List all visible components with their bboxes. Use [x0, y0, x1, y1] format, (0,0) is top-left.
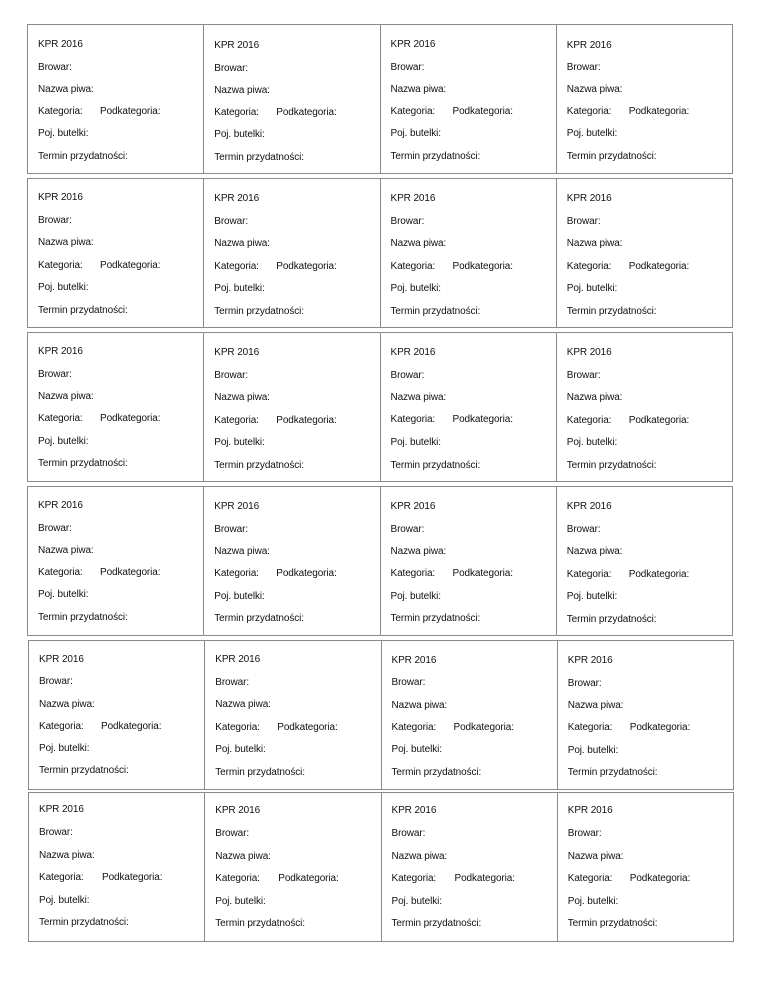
label-card [557, 25, 732, 173]
beer-name-field: Nazwa piwa: [391, 700, 448, 711]
brewery-field: Browar: [38, 215, 72, 226]
subcategory-field: Podkategoria: [452, 414, 513, 425]
category-field: Kategoria: [567, 722, 613, 733]
subcategory-field: Podkategoria: [628, 569, 690, 580]
best-before-field: Termin przydatności: [214, 306, 304, 317]
brewery-field: Browar: [38, 523, 72, 534]
label-header: KPR 2016 [39, 654, 84, 665]
best-before-field: Termin przydatności: [214, 613, 304, 624]
best-before-field: Termin przydatności: [567, 918, 658, 929]
label-card [557, 333, 732, 481]
best-before-field: Termin przydatności: [38, 612, 128, 623]
bottle-volume-field: Poj. butelki: [214, 437, 265, 448]
bottle-volume-field: Poj. butelki: [566, 437, 618, 448]
beer-name-field: Nazwa piwa: [566, 84, 623, 95]
beer-name-field: Nazwa piwa: [38, 237, 94, 248]
beer-name-field: Nazwa piwa: [214, 546, 270, 557]
label-card [28, 25, 204, 173]
subcategory-field: Podkategoria: [629, 873, 691, 884]
label-header: KPR 2016 [214, 501, 260, 512]
best-before-field: Termin przydatności: [566, 306, 657, 317]
brewery-field: Browar: [391, 677, 426, 688]
bottle-volume-field: Poj. butelki: [215, 744, 266, 755]
brewery-field: Browar: [390, 216, 425, 227]
bottle-volume-field: Poj. butelki: [390, 283, 441, 294]
category-field: Kategoria: [38, 260, 83, 271]
subcategory-field: Podkategoria: [454, 873, 515, 884]
brewery-field: Browar: [390, 370, 425, 381]
brewery-field: Browar: [39, 827, 73, 838]
label-card [28, 487, 204, 635]
label-card [204, 25, 380, 173]
label-card [557, 179, 732, 327]
bottle-volume-field: Poj. butelki: [567, 896, 619, 907]
subcategory-field: Podkategoria: [102, 872, 163, 883]
brewery-field: Browar: [390, 62, 425, 73]
category-field: Kategoria: [567, 873, 613, 884]
category-field: Kategoria: [214, 261, 259, 272]
brewery-field: Browar: [391, 828, 426, 839]
beer-name-field: Nazwa piwa: [390, 392, 447, 403]
label-header: KPR 2016 [567, 655, 613, 666]
label-card [204, 487, 380, 635]
subcategory-field: Podkategoria: [452, 568, 513, 579]
label-header: KPR 2016 [38, 346, 83, 357]
category-field: Kategoria: [390, 261, 436, 272]
brewery-field: Browar: [567, 678, 602, 689]
beer-name-field: Nazwa piwa: [39, 699, 95, 710]
best-before-field: Termin przydatności: [566, 614, 657, 625]
subcategory-field: Podkategoria: [453, 722, 514, 733]
category-field: Kategoria: [38, 567, 83, 578]
subcategory-field: Podkategoria: [276, 568, 337, 579]
brewery-field: Browar: [214, 63, 249, 74]
category-field: Kategoria: [215, 873, 260, 884]
brewery-field: Browar: [38, 62, 72, 73]
bottle-volume-field: Poj. butelki: [566, 283, 618, 294]
bottle-volume-field: Poj. butelki: [39, 895, 90, 906]
beer-name-field: Nazwa piwa: [566, 546, 623, 557]
category-field: Kategoria: [391, 873, 437, 884]
label-header: KPR 2016 [567, 805, 613, 816]
subcategory-field: Podkategoria: [628, 261, 690, 272]
brewery-field: Browar: [566, 370, 601, 381]
category-field: Kategoria: [214, 415, 259, 426]
beer-name-field: Nazwa piwa: [38, 545, 94, 556]
bottle-volume-field: Poj. butelki: [214, 283, 265, 294]
subcategory-field: Podkategoria: [100, 413, 161, 424]
label-header: KPR 2016 [38, 39, 83, 50]
beer-name-field: Nazwa piwa: [38, 84, 94, 95]
brewery-field: Browar: [566, 62, 601, 73]
label-card [558, 641, 733, 789]
bottle-volume-field: Poj. butelki: [38, 589, 89, 600]
label-header: KPR 2016 [390, 501, 436, 512]
bottle-volume-field: Poj. butelki: [567, 745, 619, 756]
best-before-field: Termin przydatności: [215, 767, 305, 778]
label-card [382, 641, 558, 789]
label-header: KPR 2016 [215, 654, 261, 665]
beer-name-field: Nazwa piwa: [215, 699, 271, 710]
best-before-field: Termin przydatności: [390, 151, 481, 162]
beer-name-field: Nazwa piwa: [566, 238, 623, 249]
best-before-field: Termin przydatności: [566, 460, 657, 471]
bottle-volume-field: Poj. butelki: [566, 128, 618, 139]
bottle-volume-field: Poj. butelki: [214, 591, 265, 602]
category-field: Kategoria: [215, 722, 260, 733]
bottle-volume-field: Poj. butelki: [39, 743, 90, 754]
label-header: KPR 2016 [566, 40, 612, 51]
label-row-3 [27, 332, 733, 482]
label-header: KPR 2016 [390, 193, 436, 204]
label-card [28, 333, 204, 481]
best-before-field: Termin przydatności: [214, 152, 304, 163]
beer-name-field: Nazwa piwa: [391, 851, 448, 862]
brewery-field: Browar: [38, 369, 72, 380]
label-card [381, 179, 557, 327]
best-before-field: Termin przydatności: [38, 305, 128, 316]
category-field: Kategoria: [566, 415, 612, 426]
category-field: Kategoria: [390, 414, 436, 425]
bottle-volume-field: Poj. butelki: [38, 436, 89, 447]
best-before-field: Termin przydatności: [566, 151, 657, 162]
subcategory-field: Podkategoria: [628, 106, 690, 117]
label-card [381, 25, 557, 173]
label-row-1 [27, 24, 733, 174]
subcategory-field: Podkategoria: [100, 567, 161, 578]
label-row-4 [27, 486, 733, 636]
beer-name-field: Nazwa piwa: [390, 84, 447, 95]
label-card [381, 333, 557, 481]
label-card [558, 793, 733, 941]
category-field: Kategoria: [391, 722, 437, 733]
best-before-field: Termin przydatności: [38, 458, 128, 469]
label-header: KPR 2016 [566, 193, 612, 204]
beer-name-field: Nazwa piwa: [38, 391, 94, 402]
label-header: KPR 2016 [390, 39, 436, 50]
best-before-field: Termin przydatności: [215, 918, 305, 929]
subcategory-field: Podkategoria: [278, 873, 339, 884]
label-header: KPR 2016 [38, 192, 83, 203]
category-field: Kategoria: [566, 261, 612, 272]
category-field: Kategoria: [214, 107, 259, 118]
bottle-volume-field: Poj. butelki: [38, 128, 89, 139]
brewery-field: Browar: [566, 524, 601, 535]
category-field: Kategoria: [390, 568, 436, 579]
category-field: Kategoria: [39, 872, 84, 883]
label-card [381, 487, 557, 635]
label-header: KPR 2016 [39, 804, 84, 815]
subcategory-field: Podkategoria: [276, 415, 337, 426]
subcategory-field: Podkategoria: [629, 722, 691, 733]
subcategory-field: Podkategoria: [628, 415, 690, 426]
beer-name-field: Nazwa piwa: [567, 851, 624, 862]
label-header: KPR 2016 [566, 501, 612, 512]
best-before-field: Termin przydatności: [39, 765, 129, 776]
best-before-field: Termin przydatności: [39, 917, 129, 928]
best-before-field: Termin przydatności: [214, 460, 304, 471]
best-before-field: Termin przydatności: [390, 613, 481, 624]
category-field: Kategoria: [566, 106, 612, 117]
beer-name-field: Nazwa piwa: [214, 392, 270, 403]
subcategory-field: Podkategoria: [277, 722, 338, 733]
label-header: KPR 2016 [566, 347, 612, 358]
subcategory-field: Podkategoria: [452, 261, 513, 272]
subcategory-field: Podkategoria: [276, 261, 337, 272]
category-field: Kategoria: [390, 106, 436, 117]
label-header: KPR 2016 [215, 805, 261, 816]
label-card [557, 487, 732, 635]
bottle-volume-field: Poj. butelki: [38, 282, 89, 293]
brewery-field: Browar: [566, 216, 601, 227]
label-card [204, 333, 380, 481]
brewery-field: Browar: [215, 677, 250, 688]
brewery-field: Browar: [214, 524, 249, 535]
category-field: Kategoria: [39, 721, 84, 732]
subcategory-field: Podkategoria: [101, 721, 162, 732]
label-header: KPR 2016 [214, 40, 260, 51]
beer-name-field: Nazwa piwa: [390, 546, 447, 557]
label-row-6 [28, 792, 734, 942]
brewery-field: Browar: [567, 828, 602, 839]
best-before-field: Termin przydatności: [390, 460, 481, 471]
bottle-volume-field: Poj. butelki: [391, 744, 442, 755]
beer-name-field: Nazwa piwa: [214, 238, 270, 249]
category-field: Kategoria: [214, 568, 259, 579]
label-row-5 [28, 640, 734, 790]
bottle-volume-field: Poj. butelki: [391, 896, 442, 907]
bottle-volume-field: Poj. butelki: [390, 128, 441, 139]
best-before-field: Termin przydatności: [391, 767, 482, 778]
bottle-volume-field: Poj. butelki: [390, 591, 441, 602]
beer-name-field: Nazwa piwa: [567, 700, 624, 711]
subcategory-field: Podkategoria: [452, 106, 513, 117]
beer-name-field: Nazwa piwa: [390, 238, 447, 249]
bottle-volume-field: Poj. butelki: [566, 591, 618, 602]
label-card [29, 641, 205, 789]
label-row-2 [27, 178, 733, 328]
category-field: Kategoria: [38, 413, 83, 424]
label-card [205, 793, 381, 941]
subcategory-field: Podkategoria: [276, 107, 337, 118]
best-before-field: Termin przydatności: [390, 306, 481, 317]
brewery-field: Browar: [390, 524, 425, 535]
best-before-field: Termin przydatności: [391, 918, 482, 929]
label-card [29, 793, 205, 941]
label-card [204, 179, 380, 327]
subcategory-field: Podkategoria: [100, 106, 161, 117]
brewery-field: Browar: [215, 828, 250, 839]
label-header: KPR 2016 [391, 805, 437, 816]
category-field: Kategoria: [566, 569, 612, 580]
best-before-field: Termin przydatności: [567, 767, 658, 778]
brewery-field: Browar: [214, 370, 249, 381]
beer-name-field: Nazwa piwa: [215, 851, 271, 862]
subcategory-field: Podkategoria: [100, 260, 161, 271]
category-field: Kategoria: [38, 106, 83, 117]
label-header: KPR 2016 [390, 347, 436, 358]
label-header: KPR 2016 [214, 193, 260, 204]
label-card [382, 793, 558, 941]
label-header: KPR 2016 [214, 347, 260, 358]
bottle-volume-field: Poj. butelki: [214, 129, 265, 140]
label-header: KPR 2016 [391, 655, 437, 666]
label-header: KPR 2016 [38, 500, 83, 511]
bottle-volume-field: Poj. butelki: [390, 437, 441, 448]
beer-name-field: Nazwa piwa: [39, 850, 95, 861]
beer-name-field: Nazwa piwa: [214, 85, 270, 96]
label-card [205, 641, 381, 789]
label-card [28, 179, 204, 327]
bottle-volume-field: Poj. butelki: [215, 896, 266, 907]
best-before-field: Termin przydatności: [38, 151, 128, 162]
brewery-field: Browar: [39, 676, 73, 687]
beer-name-field: Nazwa piwa: [566, 392, 623, 403]
brewery-field: Browar: [214, 216, 249, 227]
